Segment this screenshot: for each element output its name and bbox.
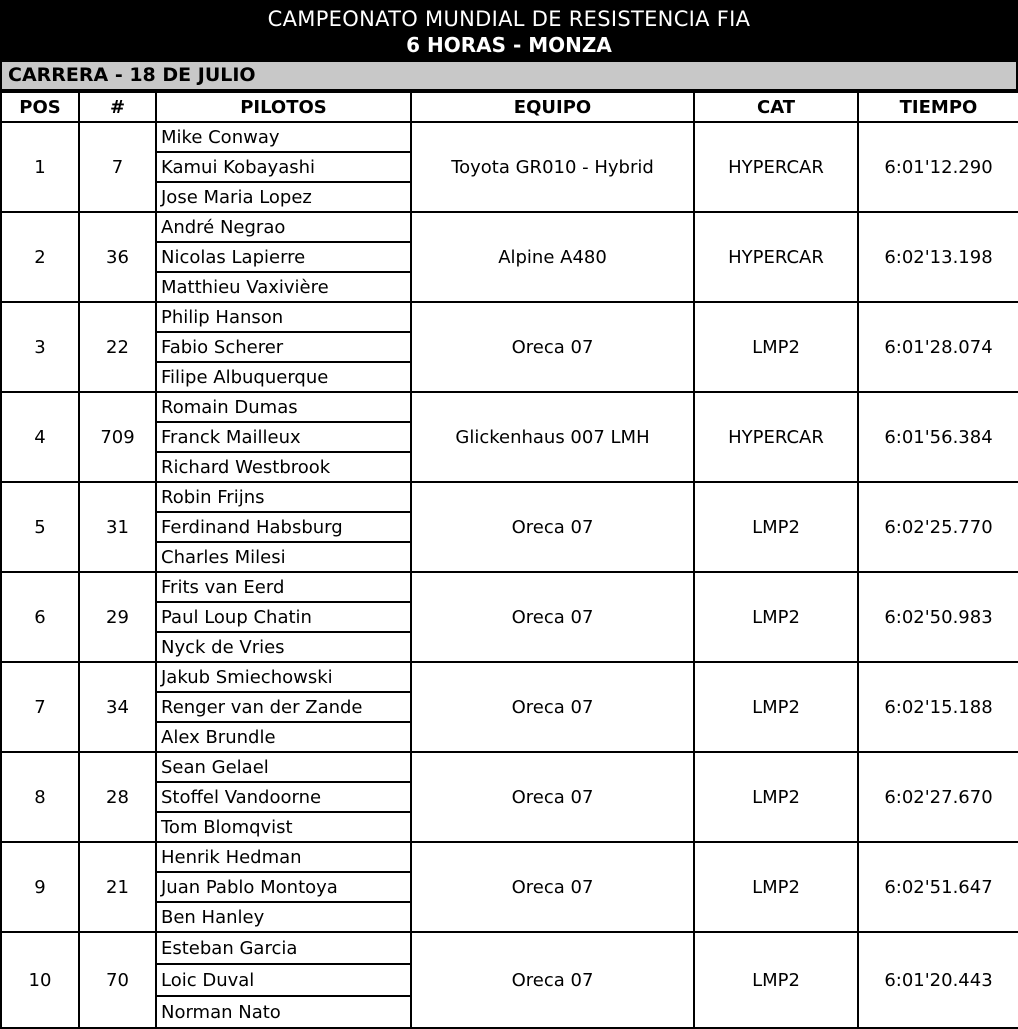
time-cell: 6:02'51.647	[858, 842, 1018, 932]
team-cell: Oreca 07	[411, 752, 694, 842]
car-number-cell: 22	[79, 302, 156, 392]
car-number-cell: 709	[79, 392, 156, 482]
position-cell: 6	[1, 572, 79, 662]
team-cell: Toyota GR010 - Hybrid	[411, 122, 694, 212]
table-row	[1, 302, 1018, 332]
table-row	[1, 662, 1018, 692]
driver-cell: Frits van Eerd	[156, 572, 411, 602]
time-cell: 6:01'28.074	[858, 302, 1018, 392]
car-number-cell: 31	[79, 482, 156, 572]
time-cell: 6:01'56.384	[858, 392, 1018, 482]
driver-cell: Paul Loup Chatin	[156, 602, 411, 632]
col-header-drivers: PILOTOS	[156, 92, 411, 122]
time-cell: 6:01'20.443	[858, 932, 1018, 1028]
driver-cell: Esteban Garcia	[156, 932, 411, 964]
position-cell: 7	[1, 662, 79, 752]
table-row	[1, 482, 1018, 512]
position-cell: 3	[1, 302, 79, 392]
team-cell: Glickenhaus 007 LMH	[411, 392, 694, 482]
time-cell: 6:02'25.770	[858, 482, 1018, 572]
table-row	[1, 392, 1018, 422]
driver-cell: Filipe Albuquerque	[156, 362, 411, 392]
col-header-time: TIEMPO	[858, 92, 1018, 122]
driver-cell: Franck Mailleux	[156, 422, 411, 452]
driver-cell: Richard Westbrook	[156, 452, 411, 482]
table-row	[1, 932, 1018, 964]
category-cell: LMP2	[694, 932, 858, 1028]
driver-cell: Henrik Hedman	[156, 842, 411, 872]
driver-cell: Romain Dumas	[156, 392, 411, 422]
time-cell: 6:02'27.670	[858, 752, 1018, 842]
driver-cell: Nyck de Vries	[156, 632, 411, 662]
team-cell: Oreca 07	[411, 482, 694, 572]
car-number-cell: 7	[79, 122, 156, 212]
table-row	[1, 842, 1018, 872]
table-row	[1, 212, 1018, 242]
car-number-cell: 34	[79, 662, 156, 752]
col-header-category: CAT	[694, 92, 858, 122]
col-header-team: EQUIPO	[411, 92, 694, 122]
driver-cell: André Negrao	[156, 212, 411, 242]
category-cell: LMP2	[694, 752, 858, 842]
driver-cell: Kamui Kobayashi	[156, 152, 411, 182]
results-header	[0, 0, 1018, 62]
table-row	[1, 572, 1018, 602]
driver-cell: Charles Milesi	[156, 542, 411, 572]
driver-cell: Philip Hanson	[156, 302, 411, 332]
driver-cell: Tom Blomqvist	[156, 812, 411, 842]
category-cell: LMP2	[694, 842, 858, 932]
category-cell: LMP2	[694, 482, 858, 572]
driver-cell: Mike Conway	[156, 122, 411, 152]
results-body	[1, 122, 1018, 1028]
driver-cell: Jakub Smiechowski	[156, 662, 411, 692]
driver-cell: Alex Brundle	[156, 722, 411, 752]
category-cell: LMP2	[694, 662, 858, 752]
position-cell: 8	[1, 752, 79, 842]
time-cell: 6:02'50.983	[858, 572, 1018, 662]
position-cell: 5	[1, 482, 79, 572]
driver-cell: Fabio Scherer	[156, 332, 411, 362]
team-cell: Oreca 07	[411, 842, 694, 932]
table-row	[1, 122, 1018, 152]
results-table	[0, 91, 1018, 1029]
team-cell: Oreca 07	[411, 572, 694, 662]
category-cell: HYPERCAR	[694, 122, 858, 212]
team-cell: Oreca 07	[411, 302, 694, 392]
driver-cell: Ben Hanley	[156, 902, 411, 932]
event-subtitle: 6 HORAS - MONZA	[406, 33, 612, 57]
driver-cell: Ferdinand Habsburg	[156, 512, 411, 542]
driver-cell: Renger van der Zande	[156, 692, 411, 722]
team-cell: Oreca 07	[411, 662, 694, 752]
team-cell: Alpine A480	[411, 212, 694, 302]
position-cell: 10	[1, 932, 79, 1028]
car-number-cell: 21	[79, 842, 156, 932]
driver-cell: Matthieu Vaxivière	[156, 272, 411, 302]
driver-cell: Robin Frijns	[156, 482, 411, 512]
position-cell: 1	[1, 122, 79, 212]
driver-cell: Sean Gelael	[156, 752, 411, 782]
position-cell: 2	[1, 212, 79, 302]
championship-title: CAMPEONATO MUNDIAL DE RESISTENCIA FIA	[267, 7, 751, 31]
position-cell: 9	[1, 842, 79, 932]
position-cell: 4	[1, 392, 79, 482]
category-cell: HYPERCAR	[694, 392, 858, 482]
table-header-row	[1, 92, 1018, 122]
driver-cell: Loic Duval	[156, 964, 411, 996]
car-number-cell: 28	[79, 752, 156, 842]
category-cell: HYPERCAR	[694, 212, 858, 302]
time-cell: 6:02'13.198	[858, 212, 1018, 302]
team-cell: Oreca 07	[411, 932, 694, 1028]
driver-cell: Juan Pablo Montoya	[156, 872, 411, 902]
session-label: CARRERA - 18 DE JULIO	[0, 62, 1018, 91]
table-row	[1, 752, 1018, 782]
category-cell: LMP2	[694, 572, 858, 662]
car-number-cell: 36	[79, 212, 156, 302]
car-number-cell: 70	[79, 932, 156, 1028]
time-cell: 6:01'12.290	[858, 122, 1018, 212]
driver-cell: Norman Nato	[156, 996, 411, 1028]
col-header-pos: POS	[1, 92, 79, 122]
time-cell: 6:02'15.188	[858, 662, 1018, 752]
car-number-cell: 29	[79, 572, 156, 662]
driver-cell: Nicolas Lapierre	[156, 242, 411, 272]
driver-cell: Stoffel Vandoorne	[156, 782, 411, 812]
driver-cell: Jose Maria Lopez	[156, 182, 411, 212]
col-header-number: #	[79, 92, 156, 122]
category-cell: LMP2	[694, 302, 858, 392]
